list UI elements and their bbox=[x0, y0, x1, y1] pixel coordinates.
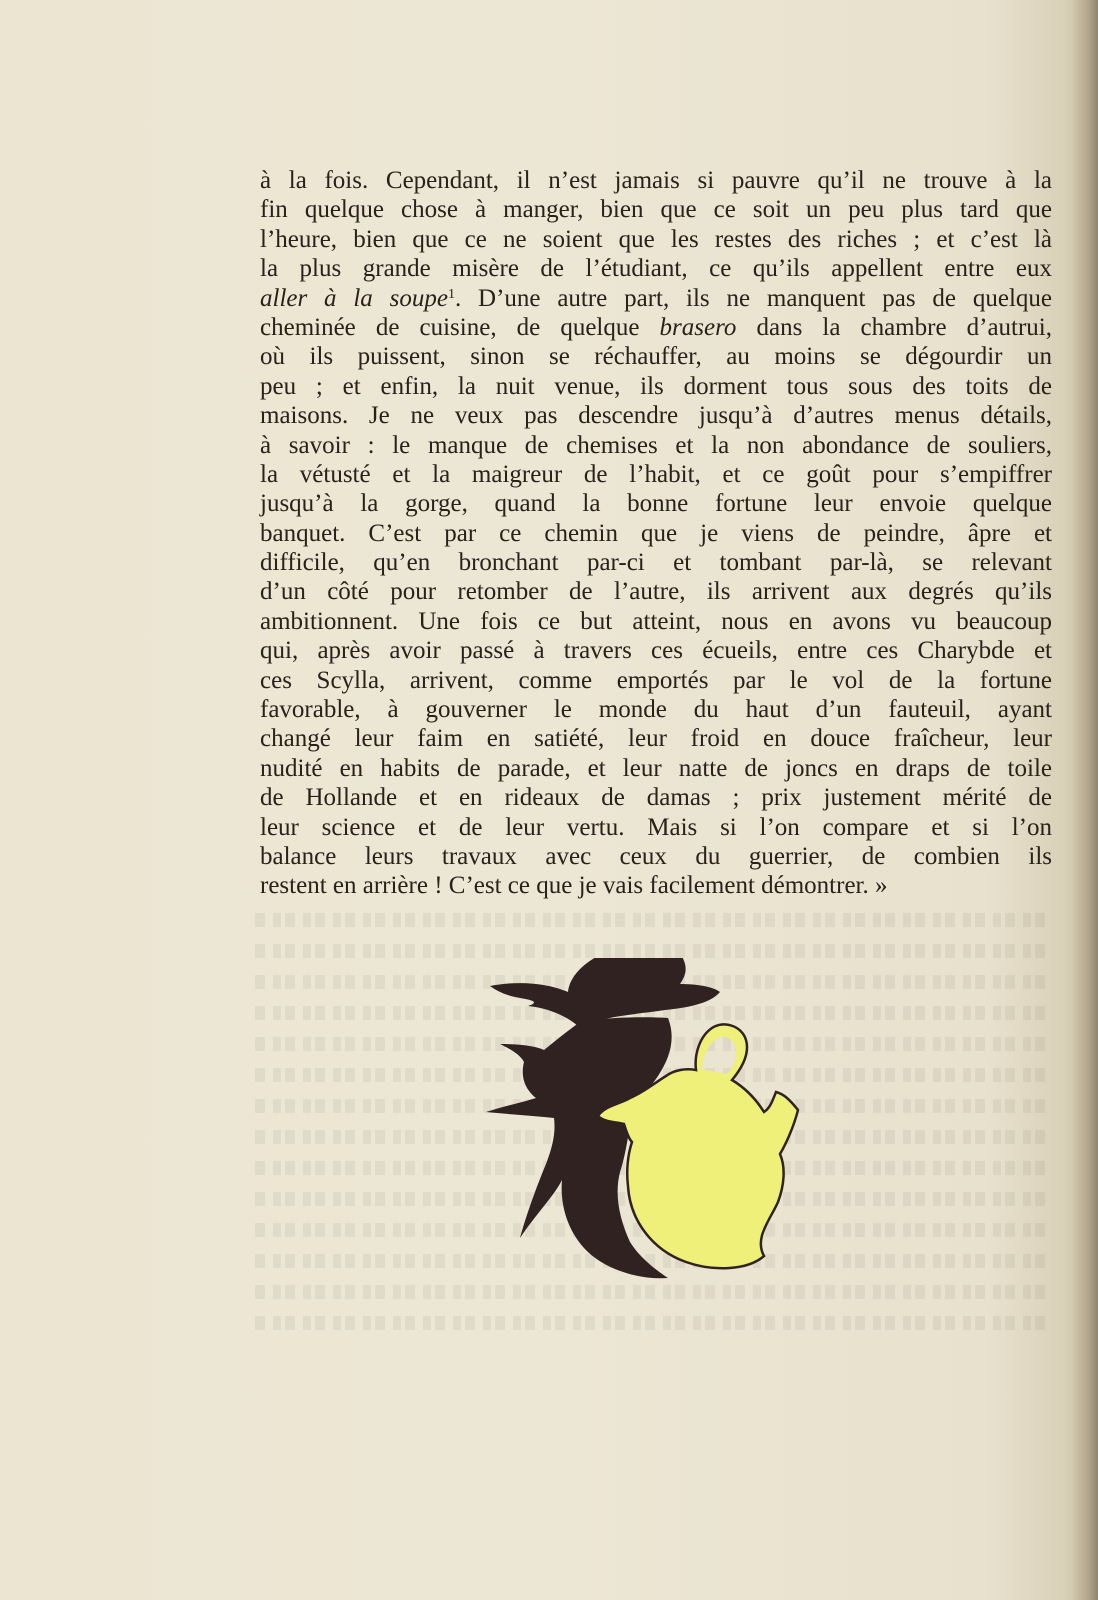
text-line bbox=[260, 284, 1052, 313]
text-line: changé leur faim en satiété, leur froid en douce fraîcheur, leur bbox=[260, 725, 1052, 753]
italic-phrase: aller à la soupe bbox=[260, 284, 448, 312]
text-line: leur science et de leur vertu. Mais si l’on compare et si l’on bbox=[260, 813, 1052, 841]
text-line: la plus grande misère de l’étudiant, ce qu’ils appellent entre eux bbox=[260, 255, 1052, 283]
text-line: ambitionnent. Une fois ce but atteint, nous en avons vu beaucoup bbox=[260, 607, 1052, 635]
text-line: qui, après avoir passé à travers ces écueils, entre ces Charybde et bbox=[260, 637, 1052, 665]
body-text bbox=[260, 166, 1052, 901]
page-gutter-shadow bbox=[1072, 0, 1098, 1600]
silhouette-with-yellow-pitcher-icon bbox=[480, 958, 840, 1298]
footnote-marker: 1 bbox=[447, 286, 455, 302]
text-line: à la fois. Cependant, il n’est jamais si pauvre qu’il ne trouve à la bbox=[260, 167, 1052, 194]
italic-word: brasero bbox=[659, 313, 737, 341]
hat-silhouette bbox=[490, 958, 720, 1028]
text-line bbox=[260, 313, 1052, 342]
text-line: de Hollande et en rideaux de damas ; prix justement mérité de bbox=[260, 784, 1052, 812]
text-line: fin quelque chose à manger, bien que ce soit un peu plus tard que bbox=[260, 196, 1052, 224]
text-line: banquet. C’est par ce chemin que je viens de peindre, âpre et bbox=[260, 519, 1052, 547]
text-line: difficile, qu’en bronchant par-ci et tombant par-là, se relevant bbox=[260, 549, 1052, 577]
text-line: restent en arrière ! C’est ce que je vais facilement démontrer. » bbox=[260, 872, 888, 900]
text-fragment: . D’une autre part, ils ne manquent pas de quelque bbox=[454, 284, 1052, 312]
text-line: l’heure, bien que ce ne soient que les restes des riches ; et c’est là bbox=[260, 225, 1052, 253]
text-line: d’un côté pour retomber de l’autre, ils arrivent aux degrés qu’ils bbox=[260, 578, 1052, 606]
text-line: nudité en habits de parade, et leur natte de joncs en draps de toile bbox=[260, 754, 1052, 782]
text-line: où ils puissent, sinon se réchauffer, au moins se dégourdir un bbox=[260, 343, 1052, 371]
text-line: maisons. Je ne veux pas descendre jusqu’à d’autres menus détails, bbox=[260, 402, 1052, 430]
text-line: à savoir : le manque de chemises et la non abondance de souliers, bbox=[260, 431, 1052, 459]
text-fragment: cheminée de cuisine, de quelque bbox=[260, 313, 640, 341]
text-line: balance leurs travaux avec ceux du guerrier, de combien ils bbox=[260, 842, 1052, 870]
text-line: jusqu’à la gorge, quand la bonne fortune leur envoie quelque bbox=[260, 490, 1052, 518]
text-fragment: dans la chambre d’autrui, bbox=[736, 313, 1053, 341]
text-line: la vétusté et la maigreur de l’habit, et ce goût pour s’empiffrer bbox=[260, 460, 1052, 488]
text-line: ces Scylla, arrivent, comme emportés par le vol de la fortune bbox=[260, 666, 1052, 694]
text-line: peu ; et enfin, la nuit venue, ils dorment tous sous des toits de bbox=[260, 372, 1052, 400]
text-line: favorable, à gouverner le monde du haut d’un fauteuil, ayant bbox=[260, 696, 1052, 724]
